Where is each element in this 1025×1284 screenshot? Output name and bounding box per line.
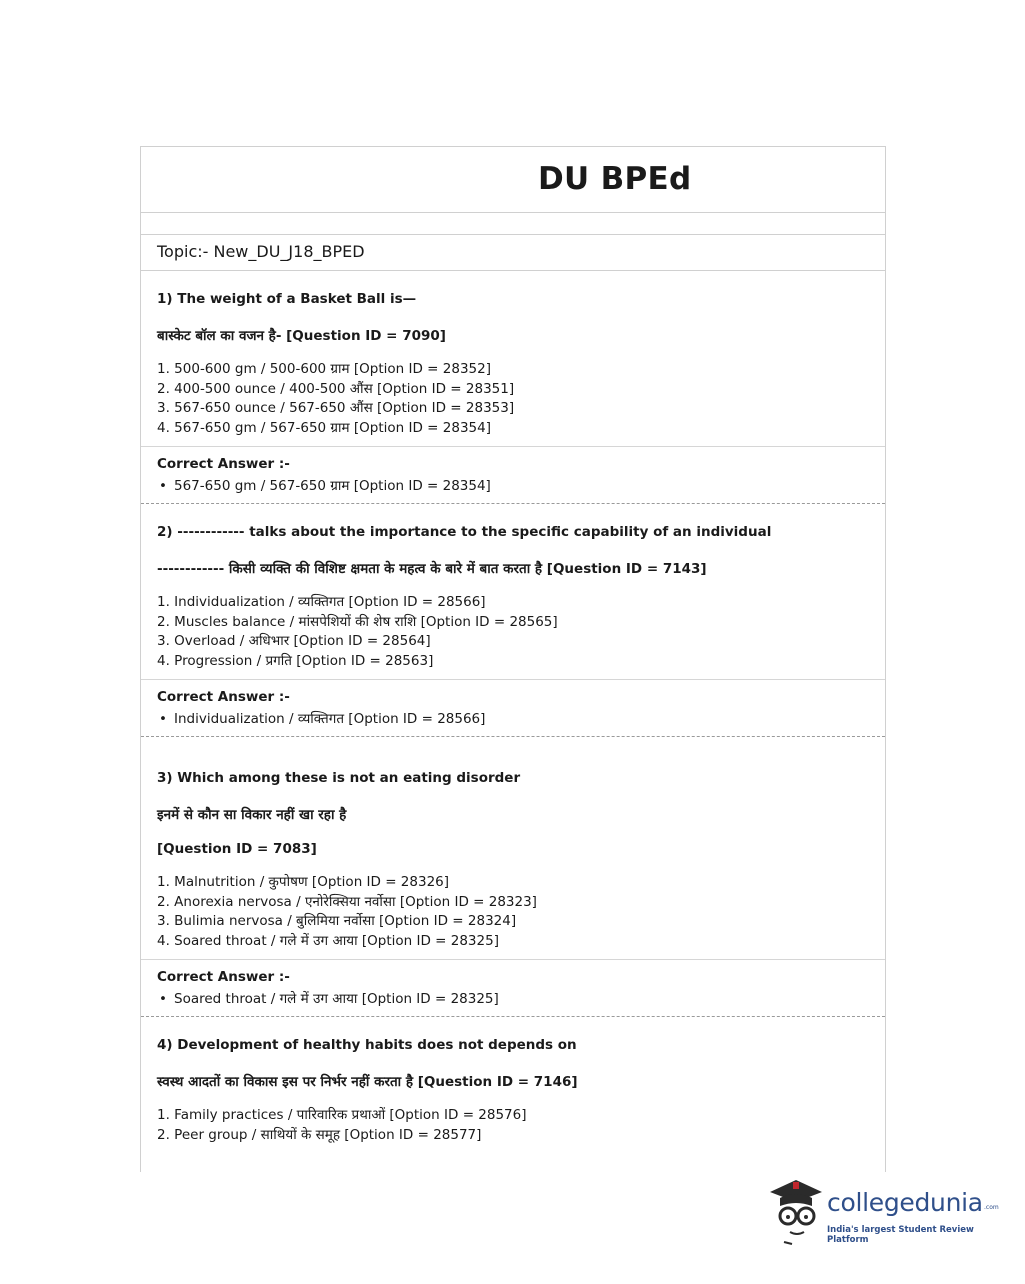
option: 4. 567-650 gm / 567-650 ग्राम [Option ID = 28354] <box>157 419 491 436</box>
page-title: DU BPEd <box>538 161 692 197</box>
question-4-english: 4) Development of healthy habits does not depends on <box>157 1037 577 1053</box>
question-3 <box>141 737 885 951</box>
logo-tagline: India's largest Student Review Platform <box>827 1225 974 1245</box>
question-3-hindi: इनमें से कौन सा विकार नहीं खा रहा है <box>157 807 347 823</box>
answer-item <box>157 477 869 496</box>
question-3-options <box>157 873 869 951</box>
option: 2. Peer group / साथियों के समूह [Option ID = 28577] <box>157 1126 482 1143</box>
logo-suffix: .com <box>984 1204 999 1211</box>
topic-line: Topic:- New_DU_J18_BPED <box>141 235 885 271</box>
question-3-id: [Question ID = 7083] <box>157 841 317 857</box>
option: 1. Individualization / व्यक्तिगत [Option ID = 28566] <box>157 594 486 610</box>
answer-label: Correct Answer :- <box>157 456 290 472</box>
answer-label: Correct Answer :- <box>157 689 290 705</box>
question-2-answer <box>141 679 885 737</box>
question-1 <box>141 271 885 438</box>
option: 2. Muscles balance / मांसपेशियों की शेष राशि [Option ID = 28565] <box>157 613 558 630</box>
answer-item <box>157 710 869 729</box>
question-2-hindi: ------------ किसी व्यक्ति की विशिष्ट क्षमता के महत्व के बारे में बात करता है [Question ID = 7143] <box>157 561 707 577</box>
option: 1. 500-600 gm / 500-600 ग्राम [Option ID = 28352] <box>157 361 491 377</box>
question-4-hindi: स्वस्थ आदतों का विकास इस पर निर्भर नहीं करता है [Question ID = 7146] <box>157 1074 578 1090</box>
bullet-icon: • <box>159 478 167 494</box>
bullet-icon: • <box>159 991 167 1007</box>
option: 3. Bulimia nervosa / बुलिमिया नर्वोसा [Option ID = 28324] <box>157 913 517 929</box>
question-2-options <box>157 593 869 671</box>
option: 3. Overload / अधिभार [Option ID = 28564] <box>157 633 431 649</box>
option: 2. 400-500 ounce / 400-500 औंस [Option ID = 28351] <box>157 380 515 397</box>
question-1-english: 1) The weight of a Basket Ball is— <box>157 291 417 307</box>
spacer-row <box>141 213 885 235</box>
question-2 <box>141 504 885 671</box>
logo-brand: collegedunia <box>827 1188 983 1217</box>
document-frame <box>140 146 886 1172</box>
question-3-answer <box>141 959 885 1017</box>
question-1-answer <box>141 446 885 504</box>
option: 3. 567-650 ounce / 567-650 औंस [Option ID = 28353] <box>157 400 515 416</box>
option: 2. Anorexia nervosa / एनोरेक्सिया नर्वोसा [Option ID = 28323] <box>157 893 537 910</box>
question-2-english: 2) ------------ talks about the importance to the specific capability of an individual <box>157 524 772 540</box>
answer-text: Individualization / व्यक्तिगत [Option ID = 28566] <box>174 711 486 727</box>
bullet-icon: • <box>159 711 167 727</box>
answer-item <box>157 990 869 1009</box>
mascot-icon <box>766 1176 826 1248</box>
question-4-options <box>157 1106 869 1145</box>
answer-text: 567-650 gm / 567-650 ग्राम [Option ID = 28354] <box>174 478 491 494</box>
question-1-options <box>157 360 869 438</box>
answer-text: Soared throat / गले में उग आया [Option ID = 28325] <box>174 991 499 1007</box>
collegedunia-logo[interactable] <box>766 1176 999 1248</box>
answer-label: Correct Answer :- <box>157 969 290 985</box>
question-3-english: 3) Which among these is not an eating disorder <box>157 770 521 786</box>
option: 4. Soared throat / गले में उग आया [Option ID = 28325] <box>157 932 499 949</box>
question-1-hindi: बास्केट बॉल का वजन है- [Question ID = 7090] <box>157 328 446 344</box>
title-row <box>141 147 885 213</box>
option: 4. Progression / प्रगति [Option ID = 28563] <box>157 652 434 669</box>
option: 1. Family practices / पारिवारिक प्रथाओं [Option ID = 28576] <box>157 1107 527 1123</box>
option: 1. Malnutrition / कुपोषण [Option ID = 28326] <box>157 874 450 890</box>
question-4 <box>141 1017 885 1145</box>
